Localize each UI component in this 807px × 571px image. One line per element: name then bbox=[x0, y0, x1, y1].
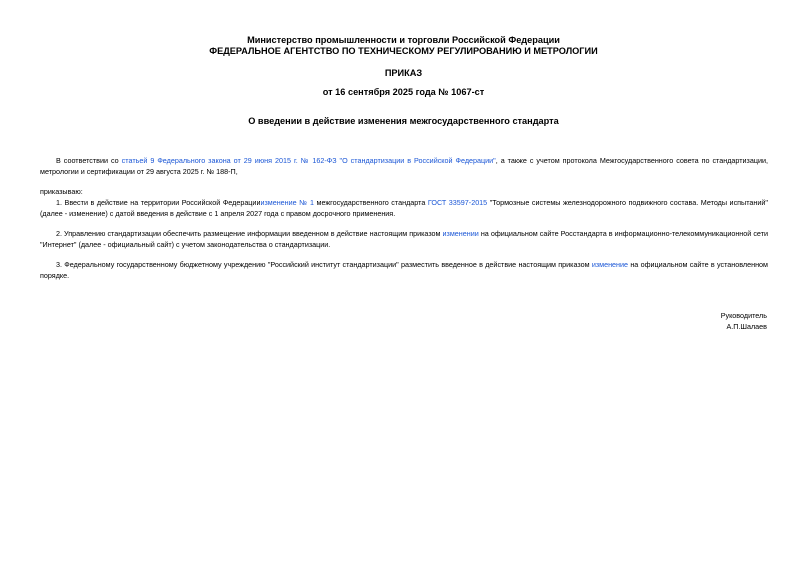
order-item-2 bbox=[40, 228, 768, 250]
item2-suffix: на официальном сайте Росстандарта в информационно-телекоммуникационной сети "Интернет" (далее - официальный сайт) с учетом законодательства о стандартизации. bbox=[40, 229, 768, 249]
item1-suffix: "Тормозные системы железнодорожного подвижного состава. Методы испытаний" (далее - изменение) с датой введения в действие с 1 апреля 2027 года с правом досрочного применения. bbox=[40, 198, 768, 218]
item2-prefix: 2. Управлению стандартизации обеспечить размещение информации введенном в действие настоящим приказом bbox=[56, 229, 443, 238]
order-item-3 bbox=[40, 259, 768, 281]
change-publish-link[interactable]: изменение bbox=[591, 260, 629, 269]
order-item-1 bbox=[40, 197, 768, 219]
law-article-link[interactable]: статьей 9 Федерального закона от 29 июня 2015 г. № 162-ФЗ "О стандартизации в Российской Федерации" bbox=[121, 156, 496, 165]
basis-suffix: , а также с учетом протокола Межгосударственного совета по стандартизации, метрологии и сертификации от 29 августа 2025 г. № 188-П, bbox=[40, 156, 768, 176]
change-no1-link[interactable]: изменение № 1 bbox=[260, 198, 314, 207]
document-type: ПРИКАЗ bbox=[384, 68, 423, 78]
change-info-link[interactable]: изменении bbox=[442, 229, 479, 238]
item3-prefix: 3. Федеральному государственному бюджетному учреждению "Российский институт стандартизации" разместить введенное в действие настоящим приказом bbox=[56, 260, 592, 269]
signatory-title: Руководитель bbox=[720, 311, 767, 320]
item3-suffix: на официальном сайте в установленном порядке. bbox=[40, 260, 768, 280]
signatory-name: А.П.Шалаев bbox=[726, 322, 767, 331]
ministry-name: Министерство промышленности и торговли Российской Федерации bbox=[247, 35, 560, 45]
item1-middle: межгосударственного стандарта bbox=[313, 198, 428, 207]
item1-prefix: 1. Ввести в действие на территории Российской Федерации bbox=[56, 198, 261, 207]
basis-prefix: В соответствии со bbox=[56, 156, 122, 165]
basis-paragraph bbox=[40, 155, 768, 177]
agency-name: ФЕДЕРАЛЬНОЕ АГЕНТСТВО ПО ТЕХНИЧЕСКОМУ РЕГУЛИРОВАНИЮ И МЕТРОЛОГИИ bbox=[209, 46, 598, 56]
document-subject: О введении в действие изменения межгосударственного стандарта bbox=[248, 116, 559, 126]
document-date-number: от 16 сентября 2025 года № 1067-ст bbox=[322, 87, 485, 97]
order-word: приказываю: bbox=[40, 187, 83, 196]
gost-link[interactable]: ГОСТ 33597-2015 bbox=[427, 198, 488, 207]
